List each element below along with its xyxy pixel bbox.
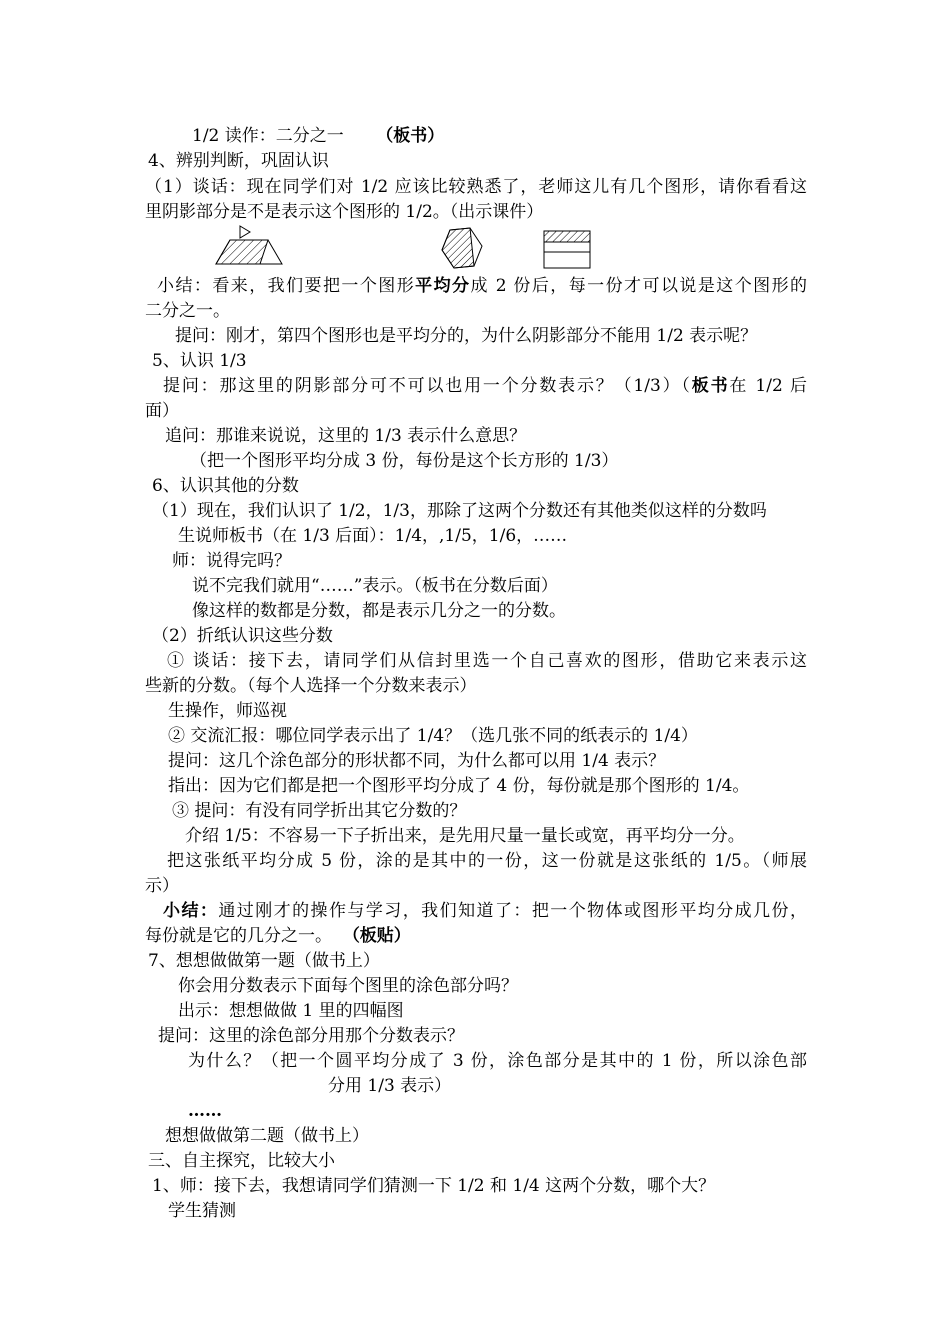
line-ask-which: 提问：这里的涂色部分用那个分数表示？ xyxy=(158,1026,464,1046)
heading-7: 7、想想做做第一题（做书上） xyxy=(148,951,380,971)
heading-three: 三、自主探究，比较大小 xyxy=(148,1151,335,1171)
line-define: 像这样的数都是分数，都是表示几分之一的分数。 xyxy=(192,601,566,621)
subheading-fold: （2）折纸认识这些分数 xyxy=(152,626,333,646)
line-talk-cont: 里阴影部分是不是表示这个图形的 1/2。（出示课件） xyxy=(145,202,544,222)
line-talk: （1）谈话：现在同学们对 1/2 应该比较熟悉了，老师这儿有几个图形，请你看看这 xyxy=(145,177,807,197)
line-ask-quarter: 提问：这几个涂色部分的形状都不同，为什么都可以用 1/4 表示？ xyxy=(168,751,666,771)
line-intro-fifth: 介绍 1/5：不容易一下子折出来，是先用尺量一量长或宽，再平均分一分。 xyxy=(185,826,745,846)
line-ask-others: ③ 提问：有没有同学折出其它分数的？ xyxy=(172,801,467,821)
question-third-cont: 面） xyxy=(145,401,179,421)
summary-two: 小结：通过刚才的操作与学习，我们知道了：把一个物体或图形平均分成几份， xyxy=(163,901,808,921)
line-read-as: 1/2 读作：二分之一 （板书） xyxy=(192,126,445,146)
summary-two-cont: 每份就是它的几分之一。 （板贴） xyxy=(145,926,411,946)
summary-cont: 二分之一。 xyxy=(145,301,230,321)
board-note: （板书） xyxy=(376,126,445,146)
line-report: ② 交流汇报：哪位同学表示出了 1/4？（选几张不同的纸表示的 1/4） xyxy=(168,726,698,746)
line-why: 为什么？（把一个圆平均分成了 3 份，涂色部分是其中的 1 份，所以涂色部 xyxy=(188,1051,807,1071)
line-fifth: 把这张纸平均分成 5 份，涂的是其中的一份，这一份就是这张纸的 1/5。（师展 xyxy=(167,851,807,871)
line-board: 生说师板书（在 1/3 后面）：1/4，,1/5，1/6，…… xyxy=(178,526,568,546)
line-fold-talk: ① 谈话：接下去，请同学们从信封里选一个自己喜欢的图形，借助它来表示这 xyxy=(167,651,807,671)
heading-4: 4、辨别判断，巩固认识 xyxy=(148,151,329,171)
followup-question: 追问：那谁来说说，这里的 1/3 表示什么意思？ xyxy=(165,426,527,446)
heading-5: 5、认识 1/3 xyxy=(152,351,247,371)
hexagon-figure xyxy=(438,226,486,270)
line-dots: …… xyxy=(188,1101,222,1121)
line-operate: 生操作，师巡视 xyxy=(168,701,287,721)
line-why-cont: 分用 1/3 表示） xyxy=(328,1076,452,1096)
heading-6: 6、认识其他的分数 xyxy=(152,476,299,496)
summary-line: 小结：看来，我们要把一个图形平均分成 2 份后，每一份才可以说是这个图形的 xyxy=(157,276,808,296)
line-can-you: 你会用分数表示下面每个图里的涂色部分吗？ xyxy=(178,976,518,996)
line-show: 出示：想想做做 1 里的四幅图 xyxy=(178,1001,404,1021)
line-guess: 学生猜测 xyxy=(168,1201,236,1221)
line-point-out: 指出：因为它们都是把一个图形平均分成了 4 份，每份就是那个图形的 1/4。 xyxy=(168,776,750,796)
line-other-fractions: （1）现在，我们认识了 1/2，1/3，那除了这两个分数还有其他类似这样的分数吗 xyxy=(152,501,767,521)
line-fold-talk-cont: 些新的分数。（每个人选择一个分数来表示） xyxy=(145,676,477,696)
question-third: 提问：那这里的阴影部分可不可以也用一个分数表示？（1/3）（板书在 1/2 后 xyxy=(163,376,808,396)
line-second-task: 想想做做第二题（做书上） xyxy=(165,1126,369,1146)
trapezoid-figure xyxy=(212,222,287,270)
line-compare: 1、师：接下去，我想请同学们猜测一下 1/2 和 1/4 这两个分数，哪个大？ xyxy=(152,1176,716,1196)
rectangle-figure xyxy=(543,230,591,270)
line-teacher: 师：说得完吗？ xyxy=(172,551,291,571)
answer-third: （把一个图形平均分成 3 份，每份是这个长方形的 1/3） xyxy=(190,451,619,471)
line-ellipsis: 说不完我们就用“……”表示。（板书在分数后面） xyxy=(192,576,558,596)
question-fourth: 提问：刚才，第四个图形也是平均分的，为什么阴影部分不能用 1/2 表示呢？ xyxy=(175,326,758,346)
line-fifth-cont: 示） xyxy=(145,876,179,896)
